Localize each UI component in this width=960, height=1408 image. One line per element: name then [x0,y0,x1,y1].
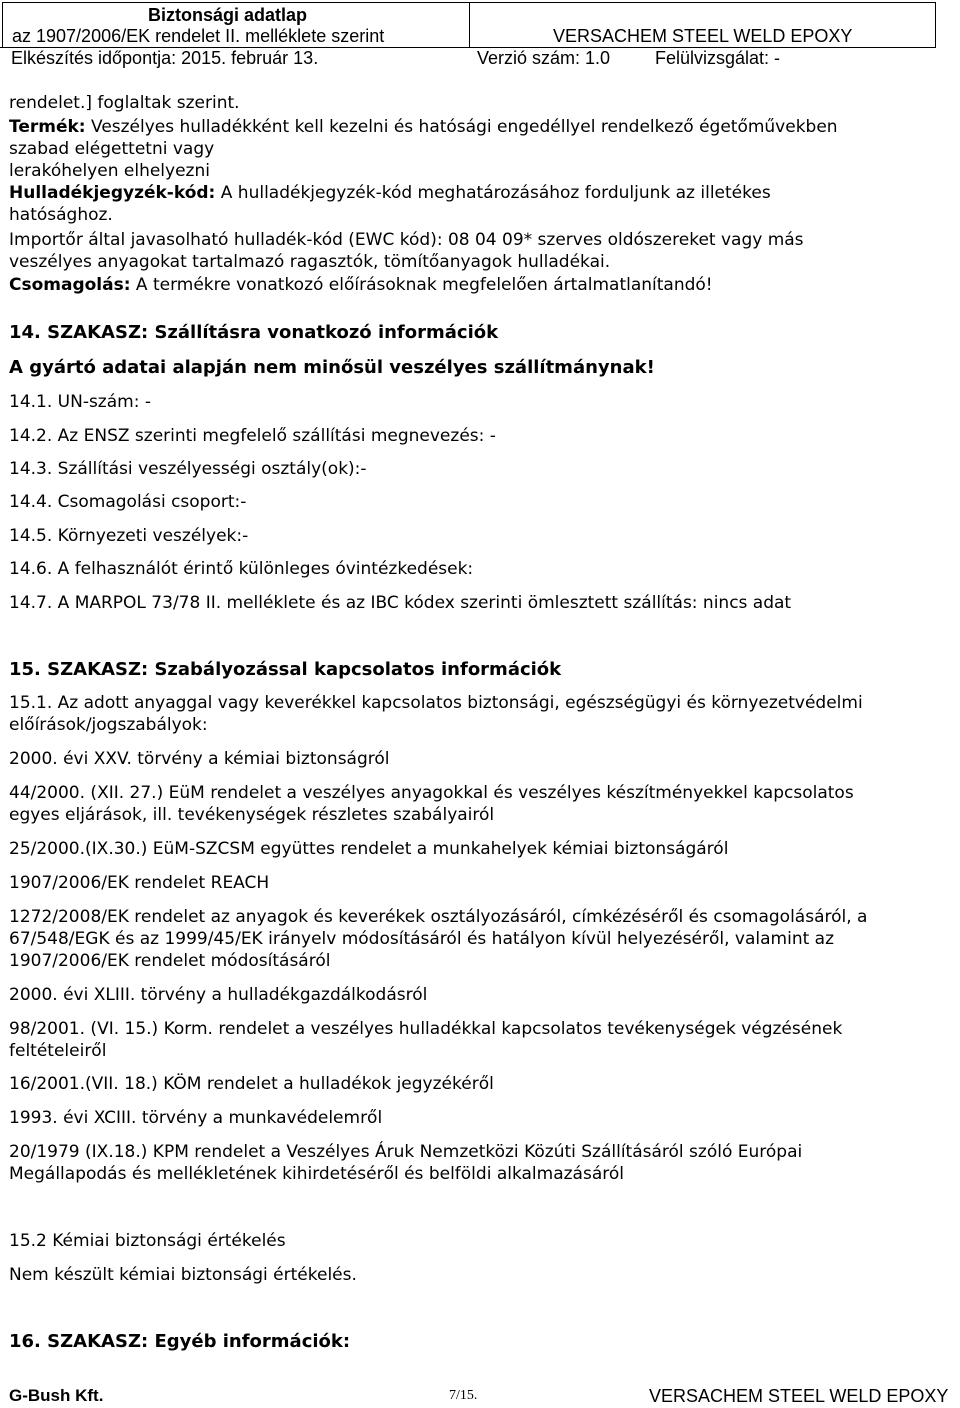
section-14-title: 14. SZAKASZ: Szállításra vonatkozó információk [9,322,499,343]
law-entry: 1907/2006/EK rendelet REACH [9,873,270,893]
waste-code-label: Hulladékjegyzék-kód: [9,183,216,203]
law-entry-line: 67/548/EGK és az 1999/45/EK irányelv módosításáról és hatályon kívül helyezéséről, valamint az [9,929,835,949]
transport-item: 14.6. A felhasználót érintő különleges óvintézkedések: [9,559,474,579]
law-entry: 44/2000. (XII. 27.) EüM rendelet a veszélyes anyagokkal és veszélyes készítményekkel kapcsolatos [9,783,854,803]
product-label: Termék: [9,117,86,137]
document-header [2,2,936,48]
version-number: Verzió szám: 1.0 [477,48,611,68]
prepared-date: Elkészítés időpontja: 2015. február 13. [11,48,319,68]
transport-item: 14.7. A MARPOL 73/78 II. melléklete és az IBC kódex szerinti ömlesztett szállítás: nincs adat [9,593,792,613]
header-right-cell [470,3,935,47]
footer-company: G-Bush Kft. [9,1386,104,1405]
footer-product-name: VERSACHEM STEEL WELD EPOXY [649,1386,949,1406]
law-entry: 98/2001. (VI. 15.) Korm. rendelet a veszélyes hulladékkal kapcsolatos tevékenységek végzésének [9,1019,843,1039]
regulation-intro: 15.1. Az adott anyaggal vagy keverékkel kapcsolatos biztonsági, egészségügyi és környezetvédelmi [9,693,863,713]
waste-code [9,183,771,204]
disposal-line: rendelet.] foglaltak szerint. [9,93,240,113]
law-entry: 2000. évi XXV. törvény a kémiai biztonságról [9,749,390,769]
waste-code-text-line: hatósághoz. [9,205,113,225]
law-entry: 2000. évi XLIII. törvény a hulladékgazdálkodásról [9,985,428,1005]
revision-status: Felülvizsgálat: - [655,48,781,68]
footer-page-number: 7/15. [449,1388,478,1403]
waste-code-text: A hulladékjegyzék-kód meghatározásához forduljunk az illetékes [215,183,771,203]
transport-item: 14.5. Környezeti veszélyek:- [9,526,249,546]
header-left-cell [3,3,470,47]
law-entry-line: Megállapodás és mellékletének kihirdetéséről és belföldi alkalmazásáról [9,1164,624,1184]
section-15-title: 15. SZAKASZ: Szabályozással kapcsolatos információk [9,659,562,680]
product-text: Veszélyes hulladékként kell kezelni és hatósági engedéllyel rendelkező égetőművekben [85,117,838,137]
transport-item: 14.3. Szállítási veszélyességi osztály(ok):- [9,459,367,479]
packaging-disposal [9,275,713,296]
law-entry-line: feltételeiről [9,1041,107,1061]
regulation-intro-line: előírások/jogszabályok: [9,715,208,735]
product-text-line: lerakóhelyen elhelyezni [9,161,210,181]
header-product-name: VERSACHEM STEEL WELD EPOXY [553,26,853,46]
chemical-safety-assessment-text: Nem készült kémiai biztonsági értékelés. [9,1265,357,1285]
ewc-code-text-line: veszélyes anyagokat tartalmazó ragasztók, tömítőanyagok hulladékai. [9,252,611,272]
law-entry-line: 1907/2006/EK rendelet módosításáról [9,951,331,971]
transport-item: 14.4. Csomagolási csoport:- [9,492,247,512]
packaging-text: A termékre vonatkozó előírásoknak megfelelően ártalmatlanítandó! [130,275,713,295]
regulation-reference: az 1907/2006/EK rendelet II. melléklete szerint [12,26,385,46]
law-entry: 16/2001.(VII. 18.) KÖM rendelet a hulladékok jegyzékéről [9,1074,494,1094]
packaging-label: Csomagolás: [9,275,131,295]
product-text-line: szabad elégettetni vagy [9,139,215,159]
ewc-code-text: Importőr által javasolható hulladék-kód (EWC kód): 08 04 09* szerves oldószereket vagy más [9,230,804,250]
law-entry-line: egyes eljárások, ill. tevékenységek részletes szabályairól [9,805,495,825]
chemical-safety-assessment-title: 15.2 Kémiai biztonsági értékelés [9,1231,286,1251]
law-entry: 1272/2008/EK rendelet az anyagok és keverékek osztályozásáról, címkézéséről és csomagolásáról, a [9,907,868,927]
product-disposal [9,117,838,138]
law-entry: 1993. évi XCIII. törvény a munkavédelemről [9,1108,383,1128]
law-entry: 20/1979 (IX.18.) KPM rendelet a Veszélyes Áruk Nemzetközi Közúti Szállításáról szóló Európai [9,1142,803,1162]
law-entry: 25/2000.(IX.30.) EüM-SZCSM együttes rendelet a munkahelyek kémiai biztonságáról [9,839,729,859]
section-14-subtitle: A gyártó adatai alapján nem minősül veszélyes szállítmánynak! [9,357,655,378]
document-title: Biztonsági adatlap [148,5,308,25]
section-16-title: 16. SZAKASZ: Egyéb információk: [9,1331,351,1352]
transport-item: 14.2. Az ENSZ szerinti megfelelő szállítási megnevezés: - [9,426,496,446]
transport-item: 14.1. UN-szám: - [9,392,151,412]
